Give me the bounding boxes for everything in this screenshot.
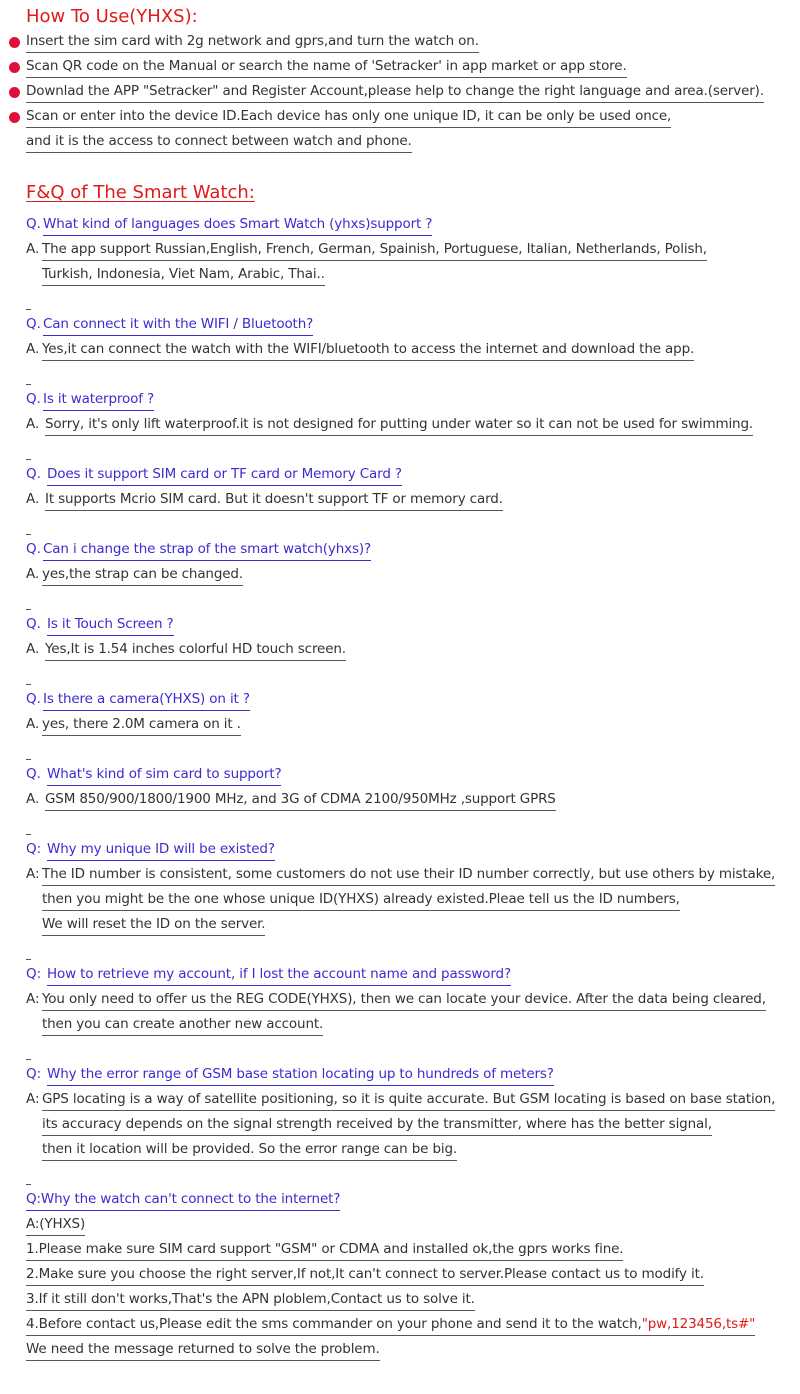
faq-question: Is it Touch Screen ?	[47, 615, 174, 636]
separator-dash	[26, 534, 31, 535]
faq-question: Q:Why the watch can't connect to the internet?	[26, 1190, 340, 1211]
faq-answer-line: We need the message returned to solve the problem.	[26, 1340, 380, 1361]
separator-dash	[26, 384, 31, 385]
faq-question: Is it waterproof ?	[43, 390, 154, 411]
answer-prefix: A.	[26, 491, 40, 507]
faq-answer-line: its accuracy depends on the signal strength received by the transmitter, where has the better signal,	[42, 1115, 712, 1136]
question-prefix: Q:	[26, 966, 42, 982]
separator-dash	[26, 1059, 31, 1060]
question-prefix: Q:	[26, 1066, 42, 1082]
how-to-title: How To Use(YHXS):	[26, 6, 198, 27]
faq-answer-line: We will reset the ID on the server.	[42, 915, 265, 936]
how-to-step: Downlad the APP "Setracker" and Register Account,please help to change the right language and area.(server).	[26, 82, 764, 103]
bullet-icon	[9, 112, 20, 123]
faq-answer-line: It supports Mcrio SIM card. But it doesn't support TF or memory card.	[45, 490, 503, 511]
faq-answer-line: Turkish, Indonesia, Viet Nam, Arabic, Thai..	[42, 265, 325, 286]
answer-prefix: A.	[26, 791, 40, 807]
question-prefix: Q.	[26, 541, 41, 557]
faq-answer-line: Sorry, it's only lift waterproof.it is not designed for putting under water so it can not be used for swimming.	[45, 415, 753, 436]
faq-answer-line: yes, there 2.0M camera on it .	[42, 715, 241, 736]
faq-answer-line: then you might be the one whose unique ID(YHXS) already existed.Pleae tell us the ID numbers,	[42, 890, 680, 911]
faq-question: Is there a camera(YHXS) on it ?	[43, 690, 250, 711]
how-to-step-continued: and it is the access to connect between watch and phone.	[26, 132, 412, 153]
answer-prefix: A.	[26, 716, 40, 732]
bullet-icon	[9, 37, 20, 48]
faq-question: Why my unique ID will be existed?	[47, 840, 275, 861]
separator-dash	[26, 459, 31, 460]
faq-question: Can i change the strap of the smart watch(yhxs)?	[43, 540, 371, 561]
question-prefix: Q.	[26, 466, 41, 482]
faq-question: Can connect it with the WIFI / Bluetooth?	[43, 315, 313, 336]
faq-answer-line: 1.Please make sure SIM card support "GSM" or CDMA and installed ok,the gprs works fine.	[26, 1240, 623, 1261]
separator-dash	[26, 684, 31, 685]
answer-prefix: A.	[26, 566, 40, 582]
faq-question: Why the error range of GSM base station locating up to hundreds of meters?	[47, 1065, 554, 1086]
faq-answer-line: then it location will be provided. So the error range can be big.	[42, 1140, 457, 1161]
question-prefix: Q.	[26, 766, 41, 782]
faq-answer-head: A:(YHXS)	[26, 1215, 85, 1236]
question-prefix: Q.	[26, 316, 41, 332]
answer-prefix: A.	[26, 241, 40, 257]
faq-answer-line: GSM 850/900/1800/1900 MHz, and 3G of CDMA 2100/950MHz ,support GPRS	[45, 790, 556, 811]
separator-dash	[26, 309, 31, 310]
faq-question: Does it support SIM card or TF card or Memory Card ?	[47, 465, 402, 486]
answer-prefix: A.	[26, 641, 40, 657]
separator-dash	[26, 834, 31, 835]
answer-prefix: A.	[26, 416, 40, 432]
how-to-step: Insert the sim card with 2g network and gprs,and turn the watch on.	[26, 32, 479, 53]
faq-answer-line: You only need to offer us the REG CODE(YHXS), then we can locate your device. After the data being cleared,	[42, 990, 766, 1011]
faq-answer-line: yes,the strap can be changed.	[42, 565, 243, 586]
faq-answer-line: Yes,It is 1.54 inches colorful HD touch screen.	[45, 640, 346, 661]
how-to-step: Scan or enter into the device ID.Each device has only one unique ID, it can be only be used once,	[26, 107, 671, 128]
faq-answer-line: 3.If it still don't works,That's the APN ploblem,Contact us to solve it.	[26, 1290, 475, 1311]
answer-prefix: A.	[26, 341, 40, 357]
question-prefix: Q.	[26, 216, 41, 232]
faq-answer-text: 4.Before contact us,Please edit the sms commander on your phone and send it to the watch,	[26, 1316, 642, 1332]
question-prefix: Q.	[26, 691, 41, 707]
answer-prefix: A:	[26, 866, 40, 882]
faq-answer-line: GPS locating is a way of satellite positioning, so it is quite accurate. But GSM locating is based on base station,	[42, 1090, 775, 1111]
separator-dash	[26, 759, 31, 760]
faq-answer-line: The app support Russian,English, French, German, Spainish, Portuguese, Italian, Netherlands, Polish,	[42, 240, 707, 261]
question-prefix: Q.	[26, 391, 41, 407]
faq-answer-line: then you can create another new account.	[42, 1015, 323, 1036]
answer-prefix: A:	[26, 1091, 40, 1107]
faq-question: How to retrieve my account, if I lost the account name and password?	[47, 965, 511, 986]
separator-dash	[26, 959, 31, 960]
faq-answer-line: The ID number is consistent, some customers do not use their ID number correctly, but use others by mistake,	[42, 865, 775, 886]
separator-dash	[26, 609, 31, 610]
question-prefix: Q:	[26, 841, 42, 857]
faq-question: What's kind of sim card to support?	[47, 765, 281, 786]
bullet-icon	[9, 62, 20, 73]
separator-dash	[26, 1184, 31, 1185]
answer-prefix: A:	[26, 991, 40, 1007]
faq-question: What kind of languages does Smart Watch (yhxs)support ?	[43, 215, 432, 236]
question-prefix: Q.	[26, 616, 41, 632]
how-to-step: Scan QR code on the Manual or search the name of 'Setracker' in app market or app store.	[26, 57, 627, 78]
faq-title: F&Q of The Smart Watch:	[26, 182, 255, 203]
bullet-icon	[9, 87, 20, 98]
faq-answer-line: Yes,it can connect the watch with the WIFI/bluetooth to access the internet and download the app.	[42, 340, 694, 361]
faq-answer-line: 2.Make sure you choose the right server,If not,It can't connect to server.Please contact us to modify it.	[26, 1265, 704, 1286]
faq-answer-line	[26, 1315, 755, 1336]
sms-command: "pw,123456,ts#"	[641, 1316, 756, 1332]
